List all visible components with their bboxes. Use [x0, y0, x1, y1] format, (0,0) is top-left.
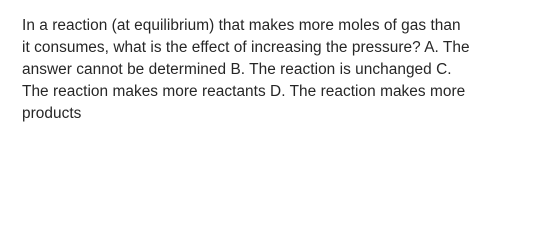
- question-text: In a reaction (at equilibrium) that makes more moles of gas than it consumes, what is the effect of increasing the pressure? A. The answer cannot be determined B. The reaction is unchanged C. The reaction makes more reactants D. The reaction makes more products: [22, 17, 470, 122]
